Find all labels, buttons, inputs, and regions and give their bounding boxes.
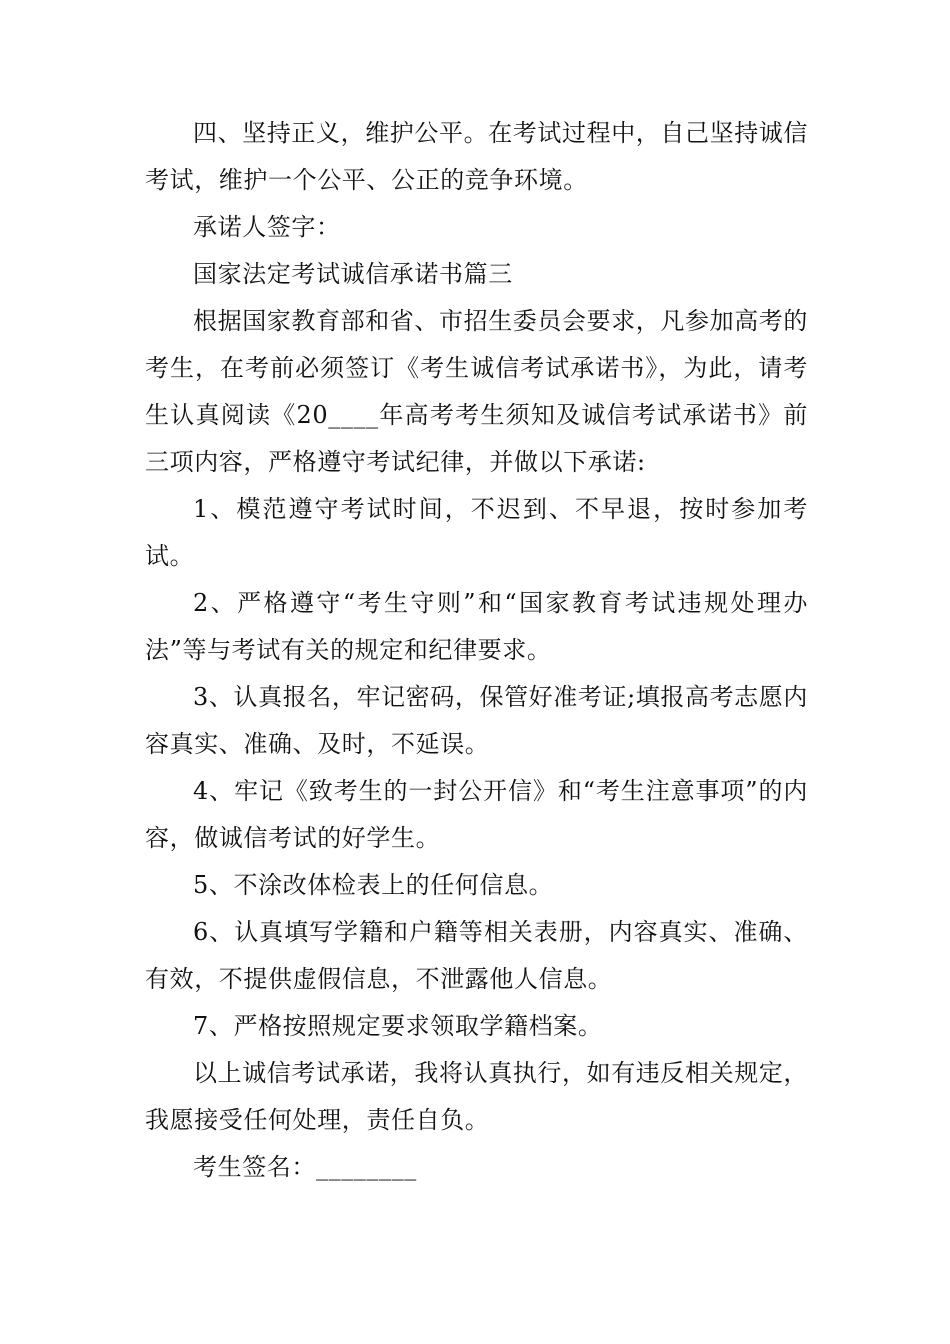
paragraph-principle-four: 四、坚持正义，维护公平。在考试过程中，自己坚持诚信考试，维护一个公平、公正的竞争环境。 (145, 119, 808, 194)
paragraph-promisor-signature: 承诺人签字： (193, 213, 341, 241)
paragraph-introduction: 根据国家教育部和省、市招生委员会要求，凡参加高考的考生，在考前必须签订《考生诚信考试承诺书》，为此，请考生认真阅读《20____年高考考生须知及诚信考试承诺书》前三项内容，严格遵守考试纪律，并做以下承诺: (145, 307, 808, 476)
section-heading: 国家法定考试诚信承诺书篇三 (193, 260, 513, 288)
list-item-3: 3、认真报名，牢记密码，保管好准考证;填报高考志愿内容真实、准确、及时，不延误。 (145, 683, 808, 758)
candidate-signature-line: 考生签名：________ (193, 1153, 417, 1181)
document-body (145, 110, 808, 1191)
list-item-4: 4、牢记《致考生的一封公开信》和“考生注意事项”的内容，做诚信考试的好学生。 (145, 777, 808, 852)
list-item-7: 7、严格按照规定要求领取学籍档案。 (193, 1012, 603, 1040)
list-item-2: 2、严格遵守“考生守则”和“国家教育考试违规处理办法”等与考试有关的规定和纪律要求。 (145, 589, 808, 664)
list-item-1: 1、模范遵守考试时间，不迟到、不早退，按时参加考试。 (145, 495, 808, 570)
list-item-6: 6、认真填写学籍和户籍等相关表册，内容真实、准确、有效，不提供虚假信息，不泄露他人信息。 (145, 918, 808, 993)
paragraph-closing: 以上诚信考试承诺，我将认真执行，如有违反相关规定，我愿接受任何处理，责任自负。 (145, 1059, 808, 1134)
list-item-5: 5、不涂改体检表上的任何信息。 (193, 871, 554, 899)
